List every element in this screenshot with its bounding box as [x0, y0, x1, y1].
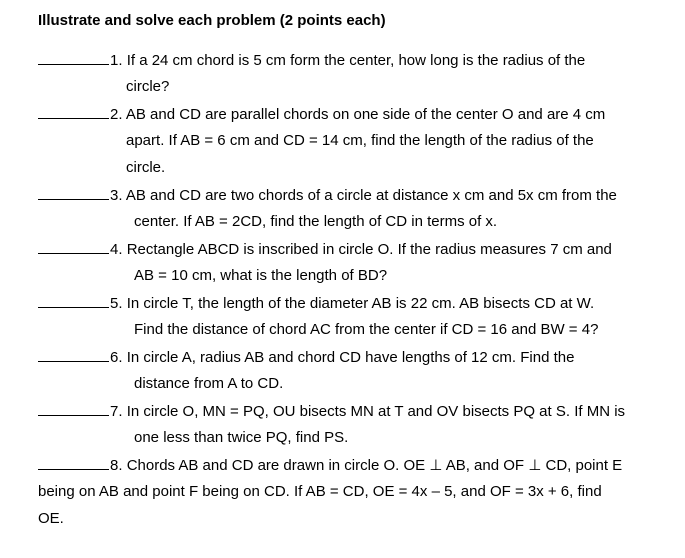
problem-2-number: 2. — [110, 106, 123, 123]
problem-6-number: 6. — [110, 349, 123, 366]
problem-5-line-1: 5. In circle T, the length of the diameter AB is 22 cm. AB bisects CD at W. — [38, 293, 594, 314]
problem-2-line-1: 2. AB and CD are parallel chords on one side of the center O and are 4 cm — [38, 104, 605, 125]
problem-6-line-1: 6. In circle A, radius AB and chord CD have lengths of 12 cm. Find the — [38, 347, 574, 368]
problem-1-line-1: 1. If a 24 cm chord is 5 cm form the center, how long is the radius of the — [38, 50, 585, 71]
problem-4-line-2: AB = 10 cm, what is the length of BD? — [134, 267, 388, 284]
worksheet-title: Illustrate and solve each problem (2 points each) — [38, 12, 386, 29]
answer-blank-3[interactable] — [38, 185, 109, 200]
problem-7-line-2: one less than twice PQ, find PS. — [134, 429, 349, 446]
problem-3-line-2: center. If AB = 2CD, find the length of CD in terms of x. — [134, 213, 498, 230]
problem-1-line-2: circle? — [126, 78, 170, 95]
problem-6-line-2: distance from A to CD. — [134, 375, 284, 392]
problem-7-number: 7. — [110, 403, 123, 420]
problem-8-line-1: 8. Chords AB and CD are drawn in circle O. OE ⊥ AB, and OF ⊥ CD, point E — [38, 455, 622, 476]
answer-blank-6[interactable] — [38, 347, 109, 362]
answer-blank-5[interactable] — [38, 293, 109, 308]
problem-3-number: 3. — [110, 187, 123, 204]
problem-8-line-2: being on AB and point F being on CD. If AB = CD, OE = 4x – 5, and OF = 3x + 6, find — [38, 483, 602, 500]
problem-2-line-3: circle. — [126, 159, 166, 176]
answer-blank-1[interactable] — [38, 50, 109, 65]
answer-blank-8[interactable] — [38, 455, 109, 470]
problem-5-number: 5. — [110, 295, 123, 312]
problem-1-number: 1. — [110, 52, 123, 69]
problem-2-line-2: apart. If AB = 6 cm and CD = 14 cm, find the length of the radius of the — [126, 132, 594, 149]
answer-blank-4[interactable] — [38, 239, 109, 254]
problem-4-number: 4. — [110, 241, 123, 258]
problem-7-line-1: 7. In circle O, MN = PQ, OU bisects MN at T and OV bisects PQ at S. If MN is — [38, 401, 625, 422]
answer-blank-2[interactable] — [38, 104, 109, 119]
problem-5-line-2: Find the distance of chord AC from the center if CD = 16 and BW = 4? — [134, 321, 599, 338]
problem-4-line-1: 4. Rectangle ABCD is inscribed in circle O. If the radius measures 7 cm and — [38, 239, 612, 260]
answer-blank-7[interactable] — [38, 401, 109, 416]
problem-8-number: 8. — [110, 457, 123, 474]
problem-8-line-3: OE. — [38, 510, 64, 527]
problem-3-line-1: 3. AB and CD are two chords of a circle at distance x cm and 5x cm from the — [38, 185, 617, 206]
